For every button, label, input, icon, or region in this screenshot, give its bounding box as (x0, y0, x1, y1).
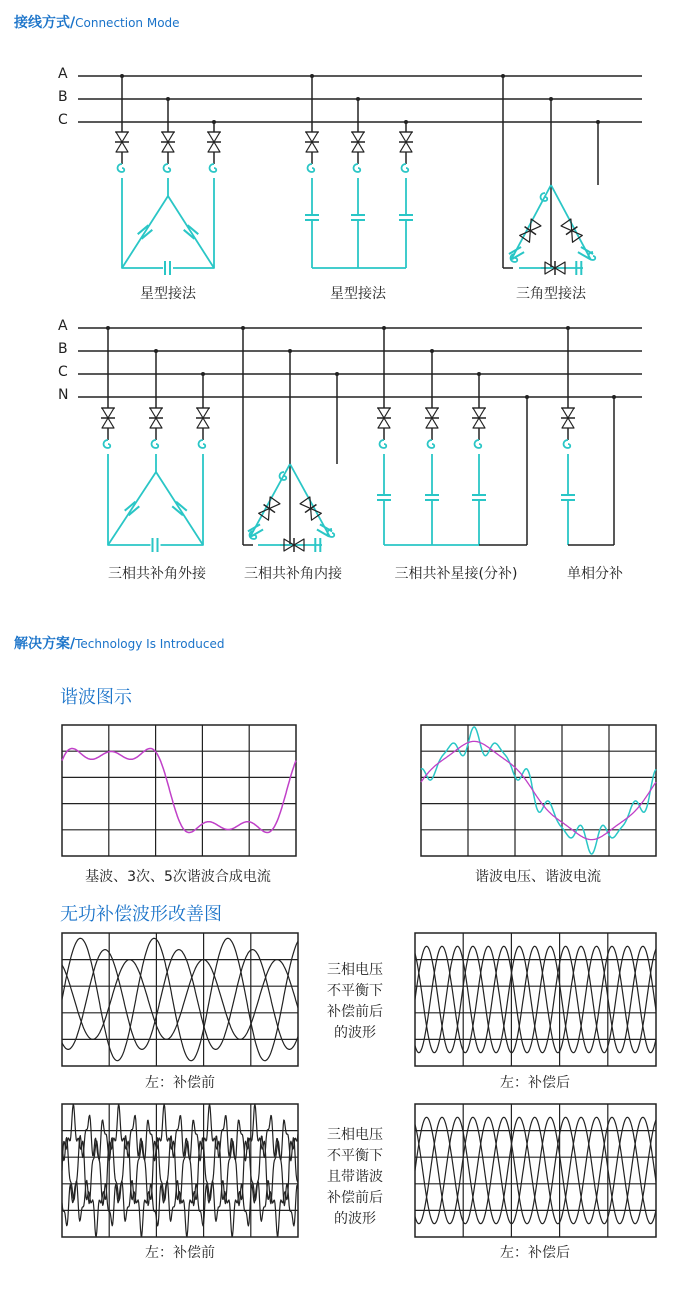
thyristor-triangle-down (150, 408, 162, 418)
thyristor-symbol (425, 408, 439, 428)
caption-delta: 三角型接法 (516, 286, 586, 302)
reactor-coil (199, 440, 206, 448)
note-line: 不平衡下 (327, 983, 383, 999)
reactor-coil (380, 440, 387, 448)
diagram-star-1 (115, 74, 221, 277)
thyristor-triangle-up (150, 418, 162, 428)
note-line: 的波形 (334, 1025, 376, 1041)
thyristor-triangle-up (562, 418, 574, 428)
row1-before-grid (62, 933, 298, 1066)
caption-star-1: 星型接法 (140, 286, 196, 302)
delta-wire (108, 454, 156, 545)
improvement-title: 无功补偿波形改善图 (60, 904, 222, 925)
caption-int-delta: 三相共补角内接 (244, 566, 342, 582)
thyristor-symbol (305, 132, 319, 152)
row1-after-grid (415, 933, 656, 1066)
reactor-coil (402, 164, 409, 172)
reactor-coil (164, 164, 171, 172)
grid-frame (415, 933, 656, 1066)
note-line: 补偿前后 (327, 1190, 383, 1206)
thyristor-symbol (472, 408, 486, 428)
diagram-delta (501, 74, 600, 275)
after-label-row2: 左：补偿后 (500, 1245, 570, 1261)
caption-star-split: 三相共补星接(分补) (394, 566, 518, 582)
before-label-row1: 左：补偿前 (145, 1075, 215, 1091)
caption-single: 单相分补 (567, 566, 623, 582)
thyristor-symbol (377, 408, 391, 428)
delta-wire (156, 472, 203, 545)
thyristor-symbol (207, 132, 221, 152)
thyristor-triangle-down (208, 132, 220, 142)
thyristor-triangle-down (102, 408, 114, 418)
reactor-coil (428, 440, 435, 448)
bus-label-c-top: C (58, 112, 68, 128)
thyristor-triangle-down (473, 408, 485, 418)
bus-label-a-bottom: A (58, 318, 68, 334)
grid-frame (62, 933, 298, 1066)
thyristor-symbol (115, 132, 129, 152)
bus-label-n-bottom: N (58, 387, 69, 403)
thyristor-symbol (161, 132, 175, 152)
thyristor-triangle-down (426, 408, 438, 418)
thyristor-triangle-down (378, 408, 390, 418)
thyristor-symbol (351, 132, 365, 152)
thyristor-triangle-down (352, 132, 364, 142)
thyristor-triangle-up (306, 142, 318, 152)
grid-frame (415, 1104, 656, 1237)
bus-label-b-top: B (58, 89, 68, 105)
junction-dot (525, 395, 529, 399)
thyristor-symbol (149, 408, 163, 428)
note-line: 且带谐波 (327, 1169, 383, 1185)
reactor-coil (152, 440, 159, 448)
thyristor-triangle-up (426, 418, 438, 428)
caption-ext-delta: 三相共补角外接 (108, 566, 206, 582)
thyristor-triangle-up (116, 142, 128, 152)
diagram-ext-delta (101, 326, 210, 554)
after-label-row1: 左：补偿后 (500, 1075, 570, 1091)
diagram-int-delta (241, 326, 339, 552)
thyristor-triangle-down (162, 132, 174, 142)
thyristor-triangle-down (116, 132, 128, 142)
before-label-row2: 左：补偿前 (145, 1245, 215, 1261)
harmonic-title: 谐波图示 (60, 687, 132, 708)
thyristor-triangle-down (197, 408, 209, 418)
thyristor-symbol (561, 408, 575, 428)
reactor-coil (210, 164, 217, 172)
caption-star-2: 星型接法 (330, 286, 386, 302)
row2-before-grid (62, 1104, 298, 1237)
reactor-coil (104, 440, 111, 448)
thyristor-symbol (101, 408, 115, 428)
thyristor-triangle-up (473, 418, 485, 428)
bus-group-bottom (78, 328, 642, 397)
bus-label-b-bottom: B (58, 341, 68, 357)
thyristor-symbol (196, 408, 210, 428)
harmonic-left-caption: 基波、3次、5次谐波合成电流 (85, 869, 271, 885)
section-title-en: Technology Is Introduced (75, 637, 225, 651)
reactor-coil (564, 440, 571, 448)
capacitor-symbol (578, 247, 593, 259)
delta-wire (168, 196, 214, 268)
row2-after-grid (415, 1104, 656, 1237)
note-line: 补偿前后 (327, 1004, 383, 1020)
thyristor-triangle-up (400, 142, 412, 152)
delta-wire (122, 178, 168, 268)
section-title-en: Connection Mode (75, 16, 180, 30)
grid-frame (62, 725, 296, 856)
harmonic-left-grid (62, 725, 296, 856)
note-line: 的波形 (334, 1211, 376, 1227)
diagram-single (561, 326, 616, 545)
reactor-coil (118, 164, 125, 172)
diagram-star-split (377, 326, 529, 545)
thyristor-triangle-down (306, 132, 318, 142)
thyristor-triangle-up (162, 142, 174, 152)
thyristor-triangle-up (352, 142, 364, 152)
section-title-cn: 接线方式/ (14, 15, 76, 31)
capacitor-symbol (317, 524, 332, 536)
harmonic-right-caption: 谐波电压、谐波电流 (475, 869, 601, 885)
note-line: 三相电压 (327, 1127, 383, 1143)
reactor-coil (354, 164, 361, 172)
thyristor-triangle-up (197, 418, 209, 428)
diagram-star-2 (305, 74, 413, 268)
harmonic-right-grid (421, 725, 656, 856)
section-title-cn: 解决方案/ (14, 636, 76, 652)
bus-label-c-bottom: C (58, 364, 68, 380)
thyristor-triangle-up (378, 418, 390, 428)
thyristor-triangle-down (562, 408, 574, 418)
thyristor-triangle-up (102, 418, 114, 428)
thyristor-symbol (399, 132, 413, 152)
bus-label-a-top: A (58, 66, 68, 82)
thyristor-triangle-down (400, 132, 412, 142)
reactor-coil (475, 440, 482, 448)
thyristor-triangle-up (208, 142, 220, 152)
reactor-coil (308, 164, 315, 172)
note-line: 三相电压 (327, 962, 383, 978)
note-line: 不平衡下 (327, 1148, 383, 1164)
